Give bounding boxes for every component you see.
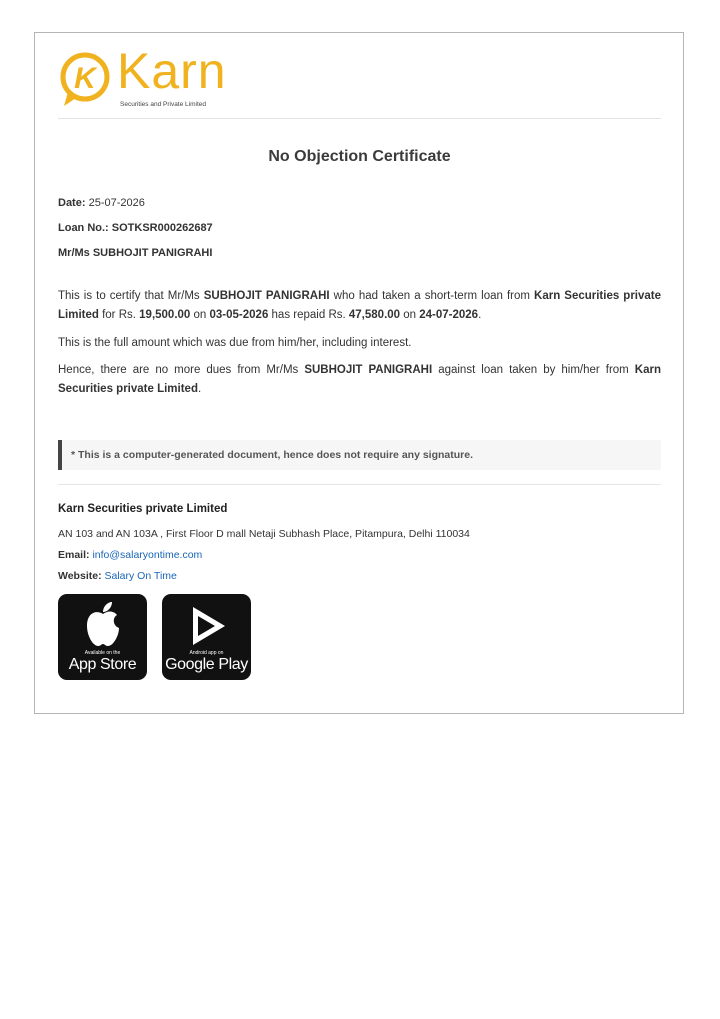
email-link[interactable]: info@salaryontime.com bbox=[92, 549, 203, 561]
logo-tagline: Securities and Private Limited bbox=[120, 101, 206, 108]
date-label: Date: bbox=[58, 197, 86, 209]
salutation: Mr/Ms bbox=[58, 247, 90, 259]
loan-amount: 19,500.00 bbox=[139, 309, 191, 321]
repaid-date: 24-07-2026 bbox=[419, 309, 479, 321]
certificate-page bbox=[34, 32, 684, 714]
customer-row bbox=[58, 247, 212, 259]
header-divider bbox=[58, 118, 661, 119]
date-value: 25-07-2026 bbox=[88, 197, 145, 209]
google-play-badge[interactable] bbox=[162, 594, 251, 680]
logo-emblem-icon bbox=[58, 48, 114, 110]
app-store-small-text: Available on the bbox=[84, 650, 121, 656]
footer-divider bbox=[58, 484, 661, 485]
footer-company-name: Karn Securities private Limited bbox=[58, 503, 228, 515]
company-name-inline: Karn Securities private Limited bbox=[58, 290, 662, 321]
certificate-paragraph: This is to certify that Mr/Ms SUBHOJIT PANIGRAHI who had taken a short-term loan from Karn Securities private Limited for Rs. 19,500.00 on 03-05-2026 has repaid Rs. 47,580.00 on 24-07-2026. bbox=[58, 290, 662, 321]
play-icon bbox=[185, 604, 229, 648]
page-title: No Objection Certificate bbox=[268, 148, 451, 165]
repaid-amount: 47,580.00 bbox=[348, 309, 401, 321]
karn-logo bbox=[58, 43, 228, 110]
customer-name-inline: SUBHOJIT PANIGRAHI bbox=[203, 290, 330, 302]
app-store-badge[interactable] bbox=[58, 594, 147, 680]
footer-website bbox=[58, 570, 177, 582]
website-label: Website: bbox=[58, 570, 102, 582]
email-label: Email: bbox=[58, 549, 90, 561]
signature-note: * This is a computer-generated document, hence does not require any signature. bbox=[58, 440, 661, 470]
website-link[interactable]: Salary On Time bbox=[104, 570, 177, 582]
loan-row bbox=[58, 222, 213, 234]
no-dues-paragraph: Hence, there are no more dues from Mr/Ms SUBHOJIT PANIGRAHI against loan taken by him/her from Karn Securities private Limited. bbox=[58, 364, 661, 395]
loan-label: Loan No.: bbox=[58, 222, 109, 234]
logo-letter: K bbox=[74, 62, 96, 95]
logo-wordmark: Karn bbox=[117, 43, 227, 99]
loan-date: 03-05-2026 bbox=[209, 309, 269, 321]
company-name-inline: Karn Securities private Limited bbox=[58, 364, 661, 395]
footer-email bbox=[58, 549, 202, 561]
app-store-label: App Store bbox=[68, 656, 137, 673]
apple-icon bbox=[81, 600, 125, 648]
full-amount-paragraph: This is the full amount which was due from him/her, including interest. bbox=[58, 337, 412, 349]
customer-name: SUBHOJIT PANIGRAHI bbox=[92, 247, 213, 259]
date-row bbox=[58, 197, 145, 209]
google-play-small-text: Android app on bbox=[189, 650, 224, 656]
google-play-label: Google Play bbox=[165, 656, 248, 673]
footer-address: AN 103 and AN 103A , First Floor D mall Netaji Subhash Place, Pitampura, Delhi 110034 bbox=[58, 528, 470, 540]
loan-number: SOTKSR000262687 bbox=[111, 222, 213, 234]
customer-name-inline: SUBHOJIT PANIGRAHI bbox=[304, 364, 433, 376]
